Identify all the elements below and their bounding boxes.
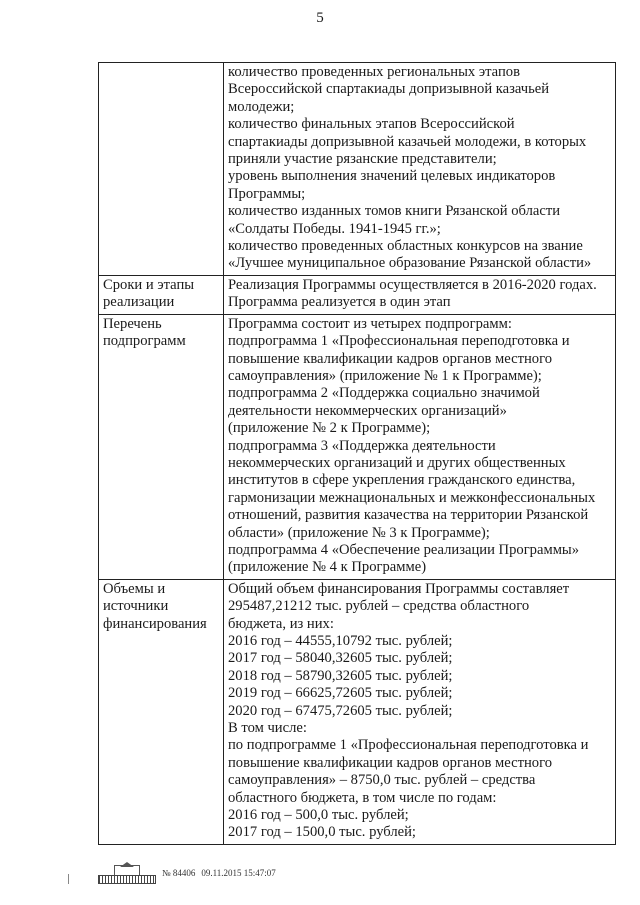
page-number: 5 [316,10,324,26]
row-content-cell [224,579,616,844]
row-content-line: бюджета, из них: [228,615,334,632]
row-content-line: 2019 год – 66625,72605 тыс. рублей; [228,685,453,702]
row-content-line: количество проведенных областных конкурсов на звание [228,238,583,255]
row-label-line: Объемы и [103,580,166,597]
row-content-line: (приложение № 4 к Программе) [228,559,427,576]
row-content-line: (приложение № 2 к Программе); [228,420,431,437]
row-content-line: уровень выполнения значений целевых индикаторов [228,168,556,185]
row-content-line: областного бюджета, в том числе по годам: [228,789,497,806]
row-content-line: самоуправления» (приложение № 1 к Программе); [228,367,542,384]
row-content-line: приняли участие рязанские представители; [228,151,497,168]
document-number: № 84406 [162,868,196,878]
footer [98,862,276,884]
row-content-line: по подпрограмме 1 «Профессиональная переподготовка и [228,737,589,754]
row-label-line: Перечень [103,315,162,332]
row-content-line: 2016 год – 44555,10792 тыс. рублей; [228,633,453,649]
row-content-line: спартакиады допризывной казачьей молодежи, в которых [228,133,587,150]
table-row [99,275,616,314]
row-label-line: подпрограмм [103,333,186,350]
row-content-line: подпрограмма 1 «Профессиональная переподготовка и [228,333,570,350]
program-passport-table [98,62,616,845]
row-content-line: области» (приложение № 3 к Программе); [228,524,490,541]
row-content-line: Программы; [228,185,306,202]
row-content-line: 2016 год – 500,0 тыс. рублей; [228,807,409,824]
row-content-line: повышение квалификации кадров органов местного [228,350,553,367]
row-content-line: Программа реализуется в один этап [228,294,451,311]
row-content-line: молодежи; [228,98,295,115]
row-content-line: 2020 год – 67475,72605 тыс. рублей; [228,702,453,719]
document-timestamp: 09.11.2015 15:47:07 [201,868,276,878]
row-label-line: реализации [103,294,175,311]
row-content-line: 2018 год – 58790,32605 тыс. рублей; [228,667,453,684]
table-row [99,314,616,579]
row-label-cell [99,63,224,276]
row-content-line: 2017 год – 58040,32605 тыс. рублей; [228,650,453,667]
row-content-line: институтов в сфере укрепления гражданского единства, [228,472,576,489]
registry-stamp-icon [98,862,156,884]
row-content-line: самоуправления» – 8750,0 тыс. рублей – средства [228,772,536,789]
row-content-line: Реализация Программы осуществляется в 2016-2020 годах. [228,276,597,293]
row-content-line: «Солдаты Победы. 1941-1945 гг.»; [228,220,441,237]
row-label-line: финансирования [103,615,207,632]
row-content-line: Общий объем финансирования Программы составляет [228,580,570,597]
row-label-cell [99,579,224,844]
row-content-cell [224,275,616,314]
row-label-line: Сроки и этапы [103,276,195,293]
row-content-line: деятельности некоммерческих организаций» [228,402,507,419]
row-label-line: источники [103,598,169,615]
row-content-line: 295487,21212 тыс. рублей – средства областного [228,598,530,615]
row-content-line: «Лучшее муниципальное образование Рязанской области» [228,255,592,272]
row-content-line: Всероссийской спартакиады допризывной казачьей [228,81,550,98]
row-content-line: отношений, развития казачества на территории Рязанской [228,507,589,524]
row-content-line: подпрограмма 3 «Поддержка деятельности [228,437,496,454]
row-content-line: некоммерческих организаций и других общественных [228,454,566,471]
row-content-line: В том числе: [228,720,307,737]
row-content-line: количество финальных этапов Всероссийской [228,116,515,133]
row-content-line: подпрограмма 2 «Поддержка социально значимой [228,385,540,402]
row-content-cell [224,63,616,276]
margin-mark [68,874,69,884]
row-content-line: количество проведенных региональных этапов [228,64,520,80]
row-label-cell [99,275,224,314]
row-content-line: количество изданных томов книги Рязанской области [228,203,561,220]
row-content-line: подпрограмма 4 «Обеспечение реализации Программы» [228,541,580,558]
table-row [99,579,616,844]
row-content-line: Программа состоит из четырех подпрограмм: [228,315,512,332]
table-row [99,63,616,276]
row-label-cell [99,314,224,579]
row-content-line: гармонизации межнациональных и межконфессиональных [228,489,596,506]
row-content-cell [224,314,616,579]
row-content-line: повышение квалификации кадров органов местного [228,754,553,771]
row-content-line: 2017 год – 1500,0 тыс. рублей; [228,824,416,841]
